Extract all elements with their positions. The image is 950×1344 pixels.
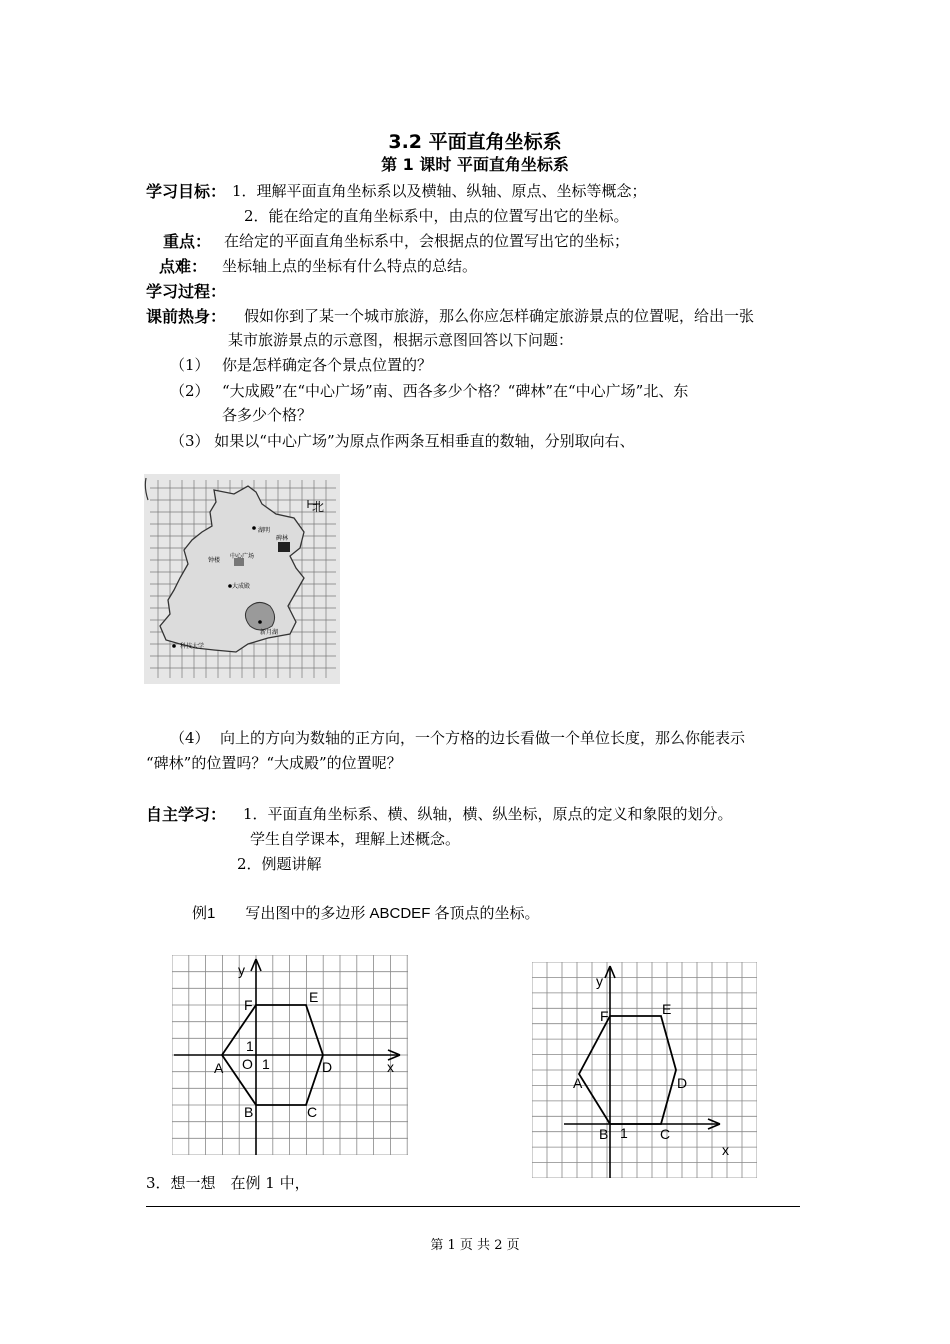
self-study-label: 自主学习： bbox=[146, 805, 227, 824]
map-label-tech-university: 科技大学 bbox=[180, 644, 205, 650]
graph2-vertex-a: A bbox=[573, 1075, 583, 1091]
objective-2: 2．能在给定的直角坐标系中，由点的位置写出它的坐标。 bbox=[244, 207, 629, 225]
graph1-vertex-e: E bbox=[309, 989, 319, 1005]
map-label-center-square: 中心广场 bbox=[230, 554, 255, 560]
self-study-item-1: 1．平面直角坐标系、横、纵轴，横、纵坐标，原点的定义和象限的划分。 bbox=[243, 805, 733, 823]
graph1-vertex-c: C bbox=[307, 1104, 318, 1120]
graph1-origin-label: O bbox=[242, 1056, 253, 1072]
key-point-text: 在给定的平面直角坐标系中，会根据点的位置写出它的坐标； bbox=[224, 232, 630, 250]
map-label-stele-forest: 碑林 bbox=[276, 536, 289, 542]
q2-text-1: “大成殿”在“中心广场”南、西各多少个格？“碑林”在“中心广场”北、东 bbox=[222, 382, 689, 400]
map-label-dacheng-hall: 大成殿 bbox=[232, 584, 251, 590]
footer-divider bbox=[146, 1206, 800, 1207]
map-label-huming: 湖明 bbox=[258, 528, 271, 534]
objective-1: 1．理解平面直角坐标系以及横轴、纵轴、原点、坐标等概念； bbox=[232, 182, 647, 200]
warmup-line1: 假如你到了某一个城市旅游，那么你应怎样确定旅游景点的位置呢，给出一张 bbox=[244, 307, 755, 325]
page-subtitle: 第 1 课时 平面直角坐标系 bbox=[381, 155, 569, 174]
graph2-vertex-e: E bbox=[662, 1001, 672, 1017]
graph1-unit-y-label: 1 bbox=[246, 1038, 254, 1054]
key-point-label: 重点： bbox=[163, 232, 212, 251]
q4-text-2: “碑林”的位置吗？“大成殿”的位置呢？ bbox=[146, 754, 402, 772]
map-label-crescent-lake: 新月湖 bbox=[260, 630, 279, 636]
tourist-map bbox=[144, 474, 340, 684]
q1-number: （1） bbox=[170, 356, 210, 374]
q2-text-2: 各多少个格？ bbox=[222, 406, 313, 424]
graph1-y-label: y bbox=[238, 962, 245, 978]
difficulty-label: 点难： bbox=[159, 257, 208, 276]
difficulty-text: 坐标轴上点的坐标有什么特点的总结。 bbox=[222, 257, 478, 275]
self-study-item-2: 2．例题讲解 bbox=[237, 855, 322, 873]
graph1-vertex-f: F bbox=[244, 997, 253, 1013]
self-study-item-1b: 学生自学课本，理解上述概念。 bbox=[250, 830, 461, 848]
north-label: 北 bbox=[312, 500, 325, 514]
map-label-bell-tower: 钟楼 bbox=[208, 558, 221, 564]
stele-forest-marker bbox=[278, 542, 290, 552]
coordinate-graph-1 bbox=[172, 955, 408, 1155]
warmup-label: 课前热身： bbox=[146, 307, 227, 326]
example-1-text: 例1 写出图中的多边形 ABCDEF 各顶点的坐标。 bbox=[192, 905, 540, 922]
q1-text: 你是怎样确定各个景点位置的？ bbox=[222, 356, 433, 374]
coordinate-graph-2 bbox=[532, 962, 757, 1178]
process-label: 学习过程： bbox=[146, 282, 227, 301]
q4-text-1: 向上的方向为数轴的正方向，一个方格的边长看做一个单位长度，那么你能表示 bbox=[220, 729, 746, 747]
graph1-vertex-d: D bbox=[322, 1059, 333, 1075]
page-footer: 第 1 页 共 2 页 bbox=[430, 1238, 520, 1253]
graph1-unit-x-label: 1 bbox=[262, 1056, 270, 1072]
graph1-x-label: x bbox=[387, 1059, 394, 1075]
graph1-vertex-a: A bbox=[214, 1060, 224, 1076]
graph2-vertex-c: C bbox=[660, 1126, 671, 1142]
think-prompt: 3．想一想 在例 1 中， bbox=[146, 1174, 310, 1192]
page-title: 3.2 平面直角坐标系 bbox=[388, 131, 562, 153]
q2-number: （2） bbox=[170, 382, 210, 400]
q4-number: （4） bbox=[170, 729, 210, 747]
graph2-unit-x-label: 1 bbox=[620, 1125, 628, 1141]
graph2-vertex-f: F bbox=[600, 1008, 609, 1024]
graph2-y-label: y bbox=[596, 973, 603, 989]
warmup-line2: 某市旅游景点的示意图，根据示意图回答以下问题： bbox=[228, 331, 574, 349]
graph2-vertex-b: B bbox=[599, 1126, 609, 1142]
q3-text: （3） 如果以“中心广场”为原点作两条互相垂直的数轴，分别取向右、 bbox=[170, 432, 635, 450]
graph2-x-label: x bbox=[722, 1142, 729, 1158]
graph1-vertex-b: B bbox=[244, 1104, 254, 1120]
objectives-label: 学习目标： bbox=[146, 182, 227, 201]
graph2-vertex-d: D bbox=[677, 1075, 688, 1091]
